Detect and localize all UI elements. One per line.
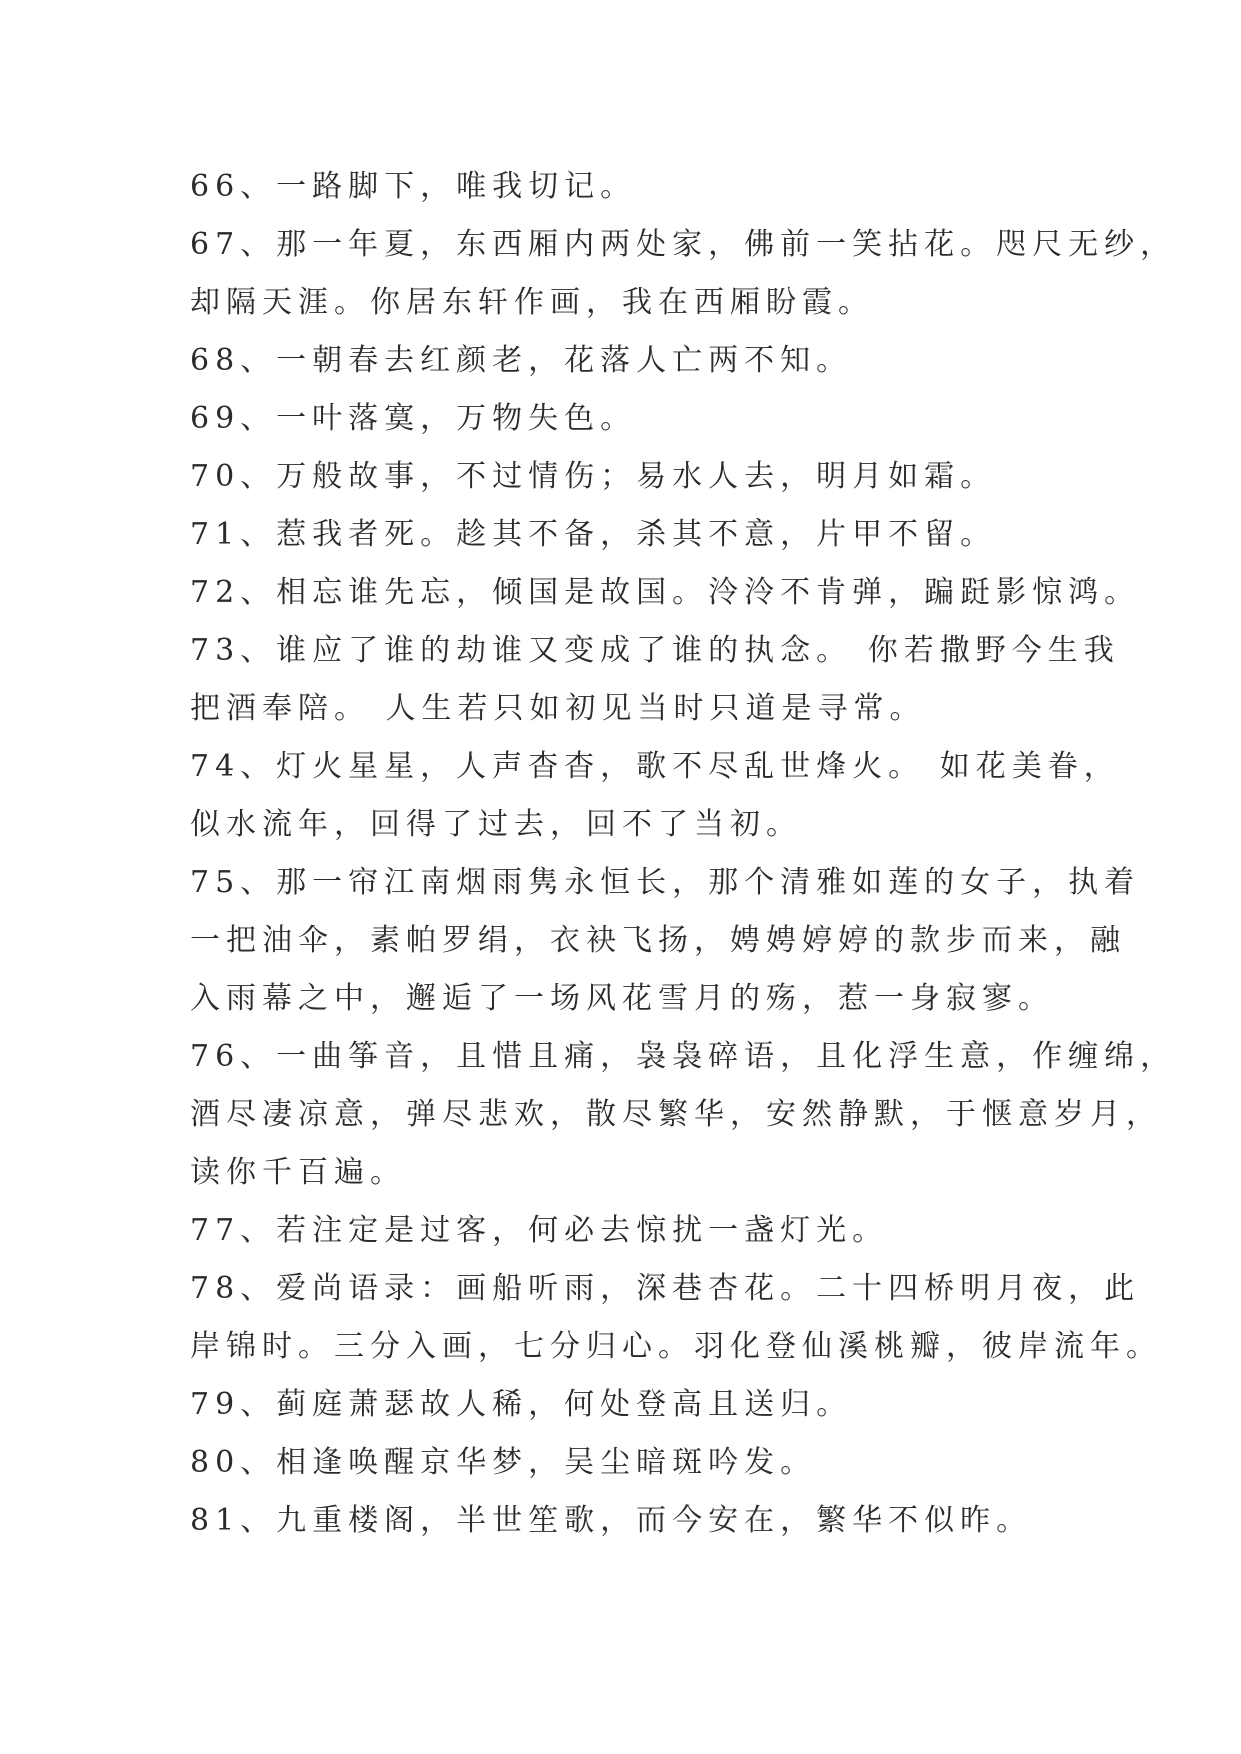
text-line: 75、那一帘江南烟雨隽永恒长，那个清雅如莲的女子，执着 — [190, 865, 1141, 900]
quote-entry — [190, 390, 1070, 448]
quote-entry — [190, 854, 1141, 1028]
text-line: 读你千百遍。 — [190, 1155, 406, 1190]
text-line: 77、若注定是过客，何必去惊扰一盏灯光。 — [190, 1213, 889, 1248]
text-line: 73、谁应了谁的劫谁又变成了谁的执念。 你若撒野今生我 — [190, 633, 1120, 668]
quote-entry — [190, 1260, 1162, 1376]
quote-entry — [190, 506, 1070, 564]
text-line: 78、爱尚语录：画船听雨，深巷杏花。二十四桥明月夜，此 — [190, 1271, 1141, 1306]
text-line: 79、蓟庭萧瑟故人稀，何处登高且送归。 — [190, 1387, 853, 1422]
quote-entry — [190, 1434, 1070, 1492]
text-line: 66、一路脚下，唯我切记。 — [190, 169, 637, 204]
text-line: 72、相忘谁先忘，倾国是故国。泠泠不肯弹，蹁跹影惊鸿。 — [190, 575, 1141, 610]
text-line: 68、一朝春去红颜老，花落人亡两不知。 — [190, 343, 853, 378]
text-line: 74、灯火星星，人声杳杳，歌不尽乱世烽火。 如花美眷， — [190, 749, 1120, 784]
quote-entry — [190, 622, 1120, 738]
quote-entry — [190, 158, 1070, 216]
text-line: 70、万般故事，不过情伤；易水人去，明月如霜。 — [190, 459, 997, 494]
text-line: 71、惹我者死。趁其不备，杀其不意，片甲不留。 — [190, 517, 997, 552]
document-body — [190, 158, 1177, 1550]
quote-entry — [190, 332, 1070, 390]
quote-entry — [190, 1202, 1070, 1260]
text-line: 却隔天涯。你居东轩作画，我在西厢盼霞。 — [190, 285, 874, 320]
text-line: 69、一叶落寞，万物失色。 — [190, 401, 637, 436]
text-line: 把酒奉陪。 人生若只如初见当时只道是寻常。 — [190, 691, 926, 726]
text-line: 岸锦时。三分入画，七分归心。羽化登仙溪桃瓣，彼岸流年。 — [190, 1329, 1162, 1364]
text-line: 67、那一年夏，东西厢内两处家，佛前一笑拈花。咫尺无纱， — [190, 227, 1177, 262]
quote-entry — [190, 1376, 1070, 1434]
quote-entry — [190, 564, 1141, 622]
text-line: 一把油伞，素帕罗绢，衣袂飞扬，娉娉婷婷的款步而来，融 — [190, 923, 1126, 958]
text-line: 酒尽凄凉意，弹尽悲欢，散尽繁华，安然静默，于惬意岁月， — [190, 1097, 1162, 1132]
text-line: 似水流年，回得了过去，回不了当初。 — [190, 807, 802, 842]
quote-entry — [190, 1492, 1070, 1550]
quote-entry — [190, 448, 1070, 506]
text-line: 入雨幕之中，邂逅了一场风花雪月的殇，惹一身寂寥。 — [190, 981, 1054, 1016]
text-line: 76、一曲筝音，且惜且痛，袅袅碎语，且化浮生意，作缠绵， — [190, 1039, 1177, 1074]
quote-entry — [190, 1028, 1177, 1202]
quote-entry — [190, 738, 1120, 854]
text-line: 80、相逢唤醒京华梦，吴尘暗斑吟发。 — [190, 1445, 817, 1480]
text-line: 81、九重楼阁，半世笙歌，而今安在，繁华不似昨。 — [190, 1503, 1033, 1538]
quote-entry — [190, 216, 1177, 332]
